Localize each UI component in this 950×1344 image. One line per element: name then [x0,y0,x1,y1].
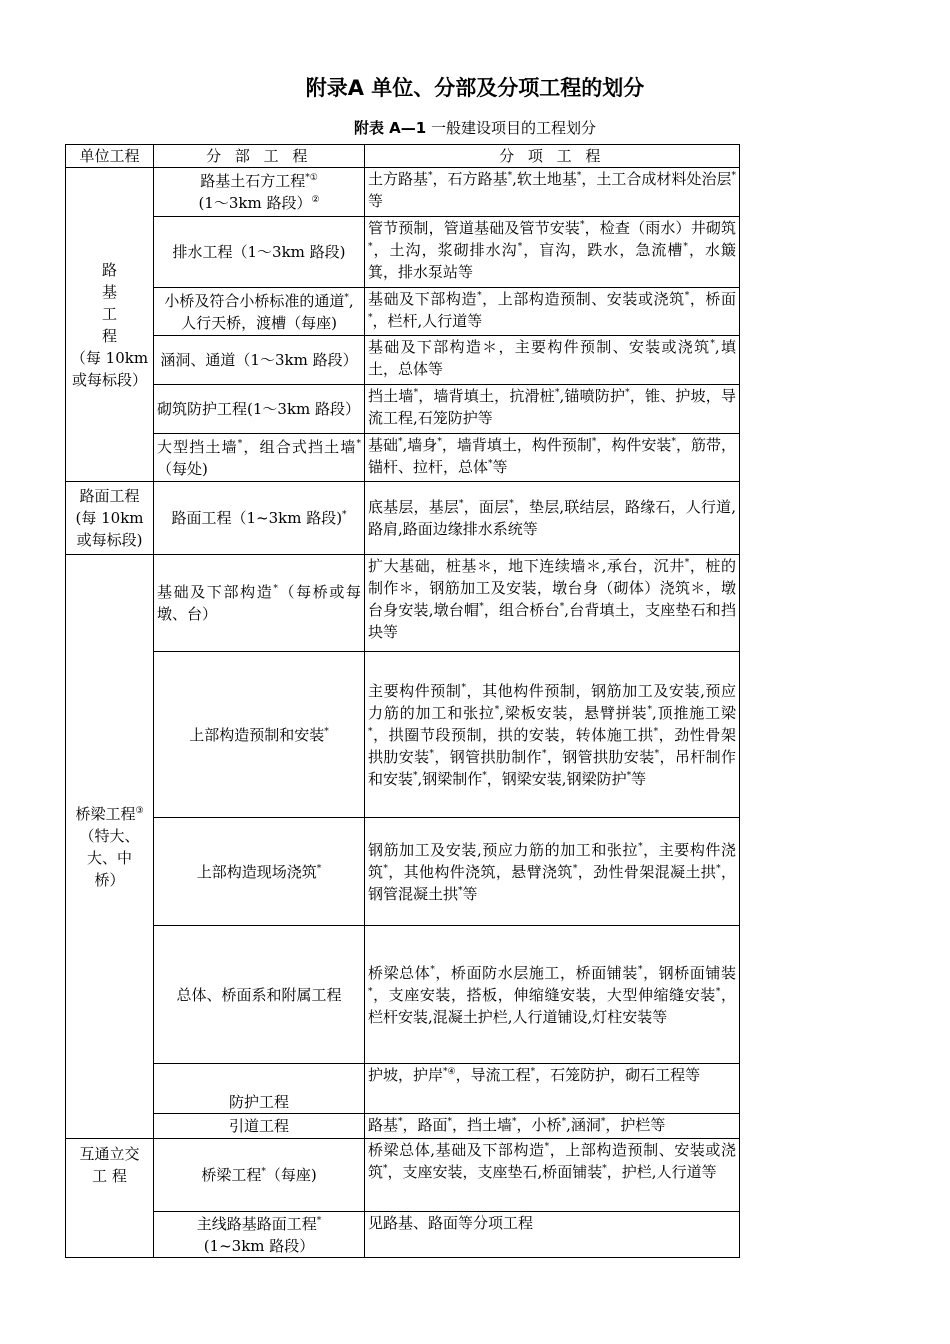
part-cell: 大型挡土墙*，组合式挡土墙*（每处) [154,434,365,482]
item-cell: 基础*,墙身*，墙背填土，构件预制*，构件安装*，筋带，锚杆、拉杆，总体*等 [365,434,740,482]
header-part: 分 部 工 程 [154,145,365,168]
unit-cell: 路 基 工 程 （每 10km 或每标段） [66,168,154,482]
table-row [66,385,740,434]
part-cell: 涵洞、通道（1～3km 路段） [154,336,365,385]
table-row [66,434,740,482]
item-cell: 基础及下部构造＊，主要构件预制、安装或浇筑*,填土，总体等 [365,336,740,385]
item-cell: 主要构件预制*，其他构件预制，钢筋加工及安装,预应力筋的加工和张拉*,梁板安装，悬臂拼装*,顶推施工梁*，拱圈节段预制，拱的安装，转体施工拱*，劲性骨架拱肋安装*，钢管拱肋制作*，钢管拱肋安装*，吊杆制作和安装*,钢梁制作*，钢梁安装,钢梁防护*等 [365,652,740,818]
table-row [66,288,740,336]
part-cell: 桥梁工程*（每座) [154,1139,365,1212]
part-cell: 引道工程 [154,1114,365,1139]
part-cell: 路面工程（1~3km 路段)* [154,482,365,555]
part-cell: 防护工程 [154,1064,365,1114]
table-row [66,652,740,818]
item-cell: 土方路基*，石方路基*,软土地基*，土工合成材料处治层*等 [365,168,740,217]
table-row [66,217,740,288]
unit-cell: 路面工程 (每 10km 或每标段) [66,482,154,555]
table-caption [0,117,950,138]
item-cell: 路基*，路面*，挡土墙*，小桥*,涵洞*，护栏等 [365,1114,740,1139]
table-row [66,1212,740,1258]
item-cell: 钢筋加工及安装,预应力筋的加工和张拉*，主要构件浇筑*，其他构件浇筑，悬臂浇筑*，劲性骨架混凝土拱*，钢管混凝土拱*等 [365,818,740,926]
table-row [66,168,740,217]
item-cell: 见路基、路面等分项工程 [365,1212,740,1258]
part-cell: 总体、桥面系和附属工程 [154,926,365,1064]
division-table [65,144,740,1258]
part-cell: 上部构造预制和安装* [154,652,365,818]
item-cell: 桥梁总体*，桥面防水层施工，桥面铺装*，钢桥面铺装*，支座安装，搭板，伸缩缝安装，大型伸缩缝安装*，栏杆安装,混凝土护栏,人行道铺设,灯柱安装等 [365,926,740,1064]
table-caption-text: 一般建设项目的工程划分 [431,119,597,137]
item-cell: 桥梁总体,基础及下部构造*，上部构造预制、安装或浇筑*，支座安装，支座垫石,桥面铺装*，护栏,人行道等 [365,1139,740,1212]
table-row [66,926,740,1064]
part-cell: 小桥及符合小桥标准的通道*,人行天桥，渡槽（每座) [154,288,365,336]
table-row [66,1114,740,1139]
page-title: 附录A 单位、分部及分项工程的划分 [305,76,645,100]
part-cell: 砌筑防护工程(1～3km 路段） [154,385,365,434]
table-row [66,555,740,652]
header-unit: 单位工程 [66,145,154,168]
table-row [66,1139,740,1212]
table-row [66,818,740,926]
header-item: 分 项 工 程 [365,145,740,168]
item-cell: 基础及下部构造*，上部构造预制、安装或浇筑*，桥面*，栏杆,人行道等 [365,288,740,336]
item-cell: 底基层，基层*，面层*，垫层,联结层，路缘石，人行道,路肩,路面边缘排水系统等 [365,482,740,555]
table-row [66,336,740,385]
table-row [66,1064,740,1114]
part-cell: 基础及下部构造*（每桥或每墩、台） [154,555,365,652]
part-cell: 路基土石方工程*① (1～3km 路段）② [154,168,365,217]
item-cell: 挡土墙*，墙背填土，抗滑桩*,锚喷防护*，锥、护坡，导流工程,石笼防护等 [365,385,740,434]
part-cell: 主线路基路面工程* (1~3km 路段） [154,1212,365,1258]
table-number: 附表 A—1 [353,119,427,137]
part-cell: 排水工程（1～3km 路段) [154,217,365,288]
item-cell: 管节预制，管道基础及管节安装*，检查（雨水）井砌筑*，土沟，浆砌排水沟*，盲沟，跌水，急流槽*，水簸箕，排水泵站等 [365,217,740,288]
table-row [66,482,740,555]
unit-cell: 互通立交 工 程 [66,1139,154,1258]
table-header-row [66,145,740,168]
item-cell: 扩大基础，桩基＊，地下连续墙＊,承台，沉井*，桩的制作＊，钢筋加工及安装，墩台身（砌体）浇筑＊，墩台身安装,墩台帽*，组合桥台*,台背填土，支座垫石和挡块等 [365,555,740,652]
item-cell: 护坡，护岸*④，导流工程*，石笼防护，砌石工程等 [365,1064,740,1114]
unit-cell: 桥梁工程③ （特大、 大、中 桥） [66,555,154,1139]
part-cell: 上部构造现场浇筑* [154,818,365,926]
